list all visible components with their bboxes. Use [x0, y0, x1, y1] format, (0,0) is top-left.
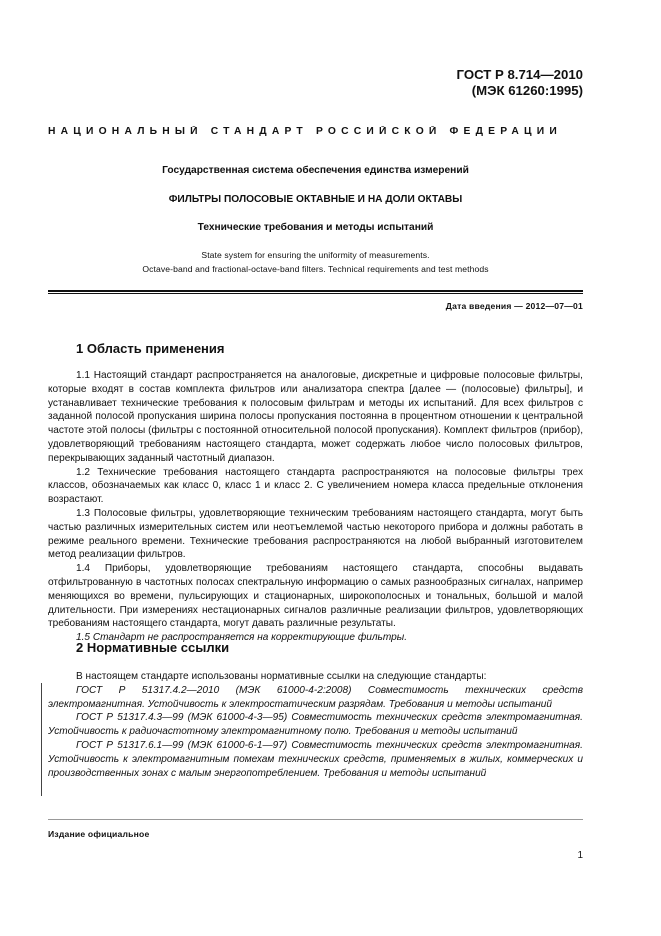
english-title	[48, 249, 583, 276]
english-title-line1: State system for ensuring the uniformity of measurements.	[201, 250, 430, 260]
section-1-body	[48, 369, 583, 645]
reference-1: ГОСТ Р 51317.4.2—2010 (МЭК 61000-4-2:2008) Совместимость технических средств электромагнитная. Устойчивость к электростатическим разрядам. Требования и методы испытаний	[48, 684, 583, 710]
introduction-date: Дата введения — 2012—07—01	[445, 301, 583, 311]
standard-designation	[457, 67, 583, 99]
section-1-heading: 1 Область применения	[76, 341, 225, 356]
english-title-line2: Octave-band and fractional-octave-band filters. Technical requirements and test methods	[142, 263, 489, 274]
document-title: ФИЛЬТРЫ ПОЛОСОВЫЕ ОКТАВНЫЕ И НА ДОЛИ ОКТАВЫ	[168, 194, 463, 205]
edition-label: Издание официальное	[48, 829, 150, 839]
title-divider-thin	[48, 293, 583, 294]
reference-2: ГОСТ Р 51317.4.3—99 (МЭК 61000-4-3—95) Совместимость технических средств электромагнитная. Устойчивость к радиочастотному электромагнитному полю. Требования и методы испытаний	[48, 712, 583, 738]
title-divider	[48, 290, 583, 292]
section-2-heading: 2 Нормативные ссылки	[76, 640, 230, 655]
page-number: 1	[577, 850, 583, 861]
change-bar	[41, 683, 42, 796]
references-intro: В настоящем стандарте использованы нормативные ссылки на следующие стандарты:	[76, 671, 487, 682]
paragraph-1-5: 1.5 Стандарт не распространяется на корректирующие фильтры.	[76, 632, 408, 644]
paragraph-1-4: 1.4 Приборы, удовлетворяющие требованиям настоящего стандарта, способны выдавать отфильтрованную в частотных полосах спектральную информацию о самых разнообразных сигналах, например меняющихся во времени, пульсирующих и стационарных, широкополосных и тональных, большой и малой длительности. При измерениях нестационарных сигналов различные реализации фильтров, удовлетворяющих требованиям настоящего стандарта, могут давать различные результаты.	[48, 563, 583, 630]
paragraph-1-1: 1.1 Настоящий стандарт распространяется на аналоговые, дискретные и цифровые полосовые фильтры, которые входят в состав комплекта фильтров или анализатора спектра [далее — (полосовые) фильтры], и устанавливает технические требования к полосовым фильтрам и методы их испытаний. Для всех фильтров с заданной полосой пропускания ширина полосы пропускания постоянна в процентном отношении к центральной частоте этой полосы (фильтры с постоянной относительной полосой пропускания). Комплект фильтров (прибор), удовлетворяющий требованиям настоящего стандарта, может содержать любое число полосовых фильтров, перекрывающих заданный частотный диапазон.	[48, 370, 583, 464]
paragraph-1-2: 1.2 Технические требования настоящего стандарта распространяются на полосовые фильтры трех классов, обозначаемых как класс 0, класс 1 и класс 2. С увеличением номера класса предельные отклонения возрастают.	[48, 466, 583, 506]
standard-id: ГОСТ Р 8.714—2010	[456, 67, 583, 82]
reference-3: ГОСТ Р 51317.6.1—99 (МЭК 61000-6-1—97) Совместимость технических средств электромагнитная. Устойчивость к электромагнитным помехам технических средств, применяемых в жилых, коммерческих и производственных зонах с малым энергопотреблением. Требования и методы испытаний	[48, 739, 583, 779]
iec-id: (МЭК 61260:1995)	[471, 83, 583, 98]
section-2-body	[48, 670, 583, 780]
document-subtitle: Технические требования и методы испытаний	[197, 222, 434, 233]
footer-divider	[48, 819, 583, 820]
paragraph-1-3: 1.3 Полосовые фильтры, удовлетворяющие техническим требованиям настоящего стандарта, могут быть частью различных измерительных систем или неотъемлемой частью некоторого прибора и должны работать в режиме реального времени. Технические требования распространяются на любой выбранный изготовителем метод реализации фильтров.	[48, 507, 583, 561]
system-title: Государственная система обеспечения единства измерений	[162, 165, 469, 176]
national-standard-banner: НАЦИОНАЛЬНЫЙ СТАНДАРТ РОССИЙСКОЙ ФЕДЕРАЦИИ	[48, 126, 562, 137]
